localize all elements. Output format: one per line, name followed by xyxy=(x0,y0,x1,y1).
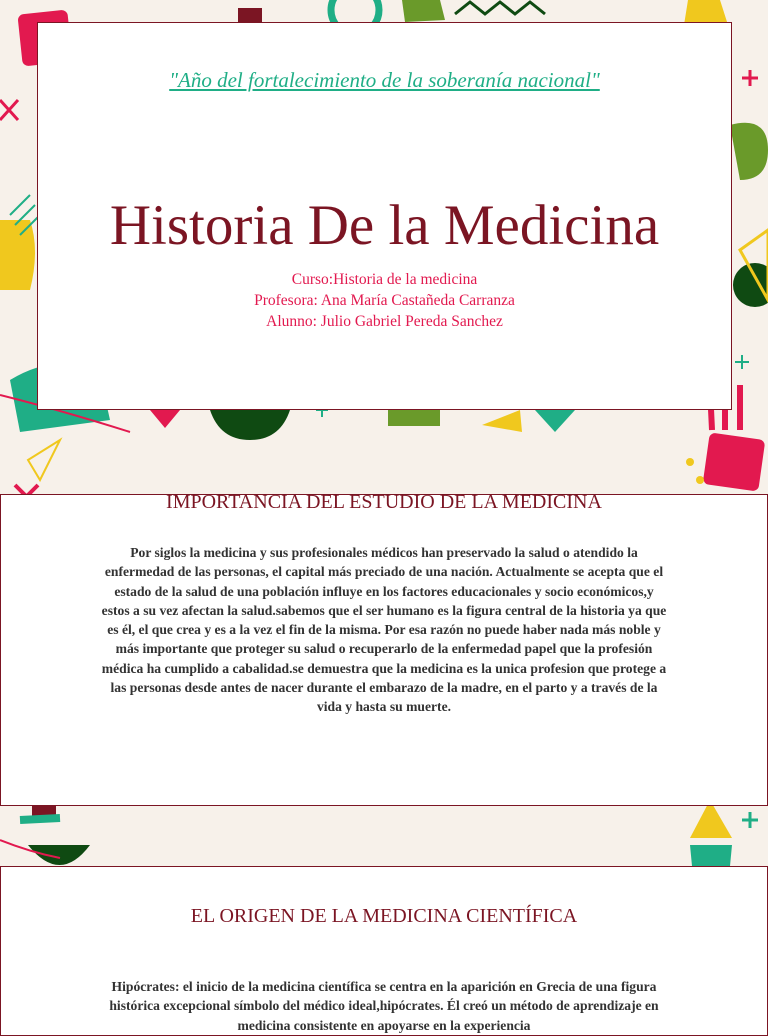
section-heading: IMPORTANCIA DEL ESTUDIO DE LA MEDICINA xyxy=(166,491,602,513)
zigzag-shape xyxy=(455,2,545,14)
title-slide xyxy=(37,22,732,410)
pink-triangle-shape xyxy=(150,410,180,428)
section-body-2: Hipócrates: el inicio de la medicina científica se centra en la aparición en Grecia de una figura histórica excepcional símbolo del médico ideal,hipócrates. Él creó un método de aprendizaje en medicina consistente en apoyarse en la experiencia xyxy=(109,979,659,1033)
origin-slide xyxy=(0,866,768,1036)
teal-triangle-shape-2 xyxy=(535,410,575,432)
green-block-shape xyxy=(402,0,445,22)
national-motto: "Año del fortalecimiento de la soberanía nacional" xyxy=(169,68,600,92)
dark-green-half-shape xyxy=(28,845,90,865)
plus-shape-2 xyxy=(735,355,749,369)
plus-shape xyxy=(742,70,758,86)
course-label: Curso:Historia de la medicina xyxy=(291,271,478,288)
section-body: Por siglos la medicina y sus profesionales médicos han preservado la salud o atendido la enfermedad de las personas, el capital más preciado de una nación. Actualmente se acepta que el estado de la salud de una población influye en los factores educacionales y socio económicos,y estos a su vez afectan la salud.sabemos que el ser humano es la figura central de la historia ya que es él, el que crea y es a la vez el fin de la misma. Por esa razón no puede haber nada más noble y más importante que proteger su salud o recuperarlo de la enfermedad papel que la profesión médica ha cumplido a cabalidad.se demuestra que la medicina es la unica profesion que protege a las personas desde antes de nacer durante el embarazo de la madre, en el parto y a través de la vida y hasta su muerte. xyxy=(101,545,667,715)
green-bar-shape xyxy=(388,408,440,426)
teal-bar-shape-2 xyxy=(690,845,732,866)
cross-shape xyxy=(0,100,18,120)
credits-block xyxy=(38,269,731,332)
page-title: Historia De la Medicina xyxy=(109,194,660,257)
yellow-wedge-shape xyxy=(482,410,522,432)
section-heading-2: EL ORIGEN DE LA MEDICINA CIENTÍFICA xyxy=(190,905,578,927)
student-label: Alunno: Julio Gabriel Pereda Sanchez xyxy=(266,313,503,330)
importance-slide xyxy=(0,491,768,806)
dark-green-semicircle-shape xyxy=(210,410,290,440)
pink-square-shape-2 xyxy=(703,432,766,491)
green-leaf-shape xyxy=(730,123,768,180)
teacher-label: Profesora: Ana María Castañeda Carranza xyxy=(254,292,515,309)
plus-shape-4 xyxy=(742,812,758,828)
teal-bar-shape xyxy=(20,818,60,820)
yellow-half-shape xyxy=(0,220,35,290)
yellow-outline-shape-2 xyxy=(28,440,60,480)
